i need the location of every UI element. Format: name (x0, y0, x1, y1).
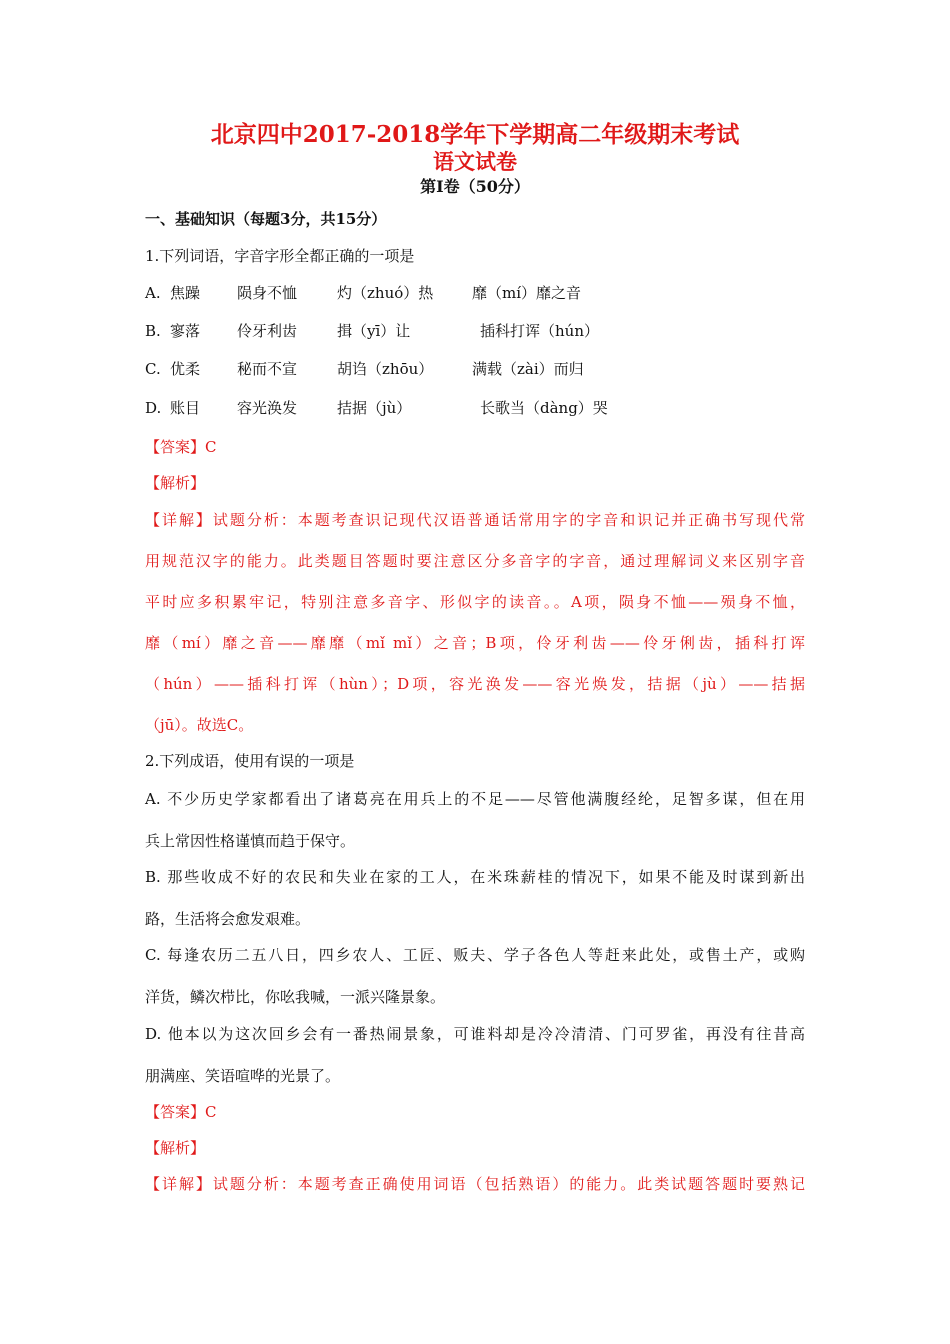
q1-option-word: 寥落 (170, 322, 201, 340)
q1-answer: 【答案】C (145, 438, 217, 456)
q1-option-word: 拮据（jù） (337, 399, 412, 417)
q1-option-word: 满载（zài）而归 (472, 360, 584, 378)
volume-heading: 第Ⅰ卷（50分） (420, 177, 530, 196)
q1-detail-line: 靡（mí）靡之音——靡靡（mǐ mǐ）之音；B项，伶牙利齿——伶牙俐齿，插科打诨 (145, 634, 805, 652)
q1-detail-line: （hún）——插科打诨（hùn）；D项，容光涣发——容光焕发，拮据（jù）——拮据 (145, 675, 805, 693)
exam-title: 北京四中2017-2018学年下学期高二年级期末考试 (210, 121, 740, 148)
q1-option-word: 长歌当（dàng）哭 (480, 399, 608, 417)
q2-option-line: C. 每逢农历二五八日，四乡农人、工匠、贩夫、学子各色人等赶来此处，或售土产，或购 (145, 946, 805, 964)
q1-option-word: 揖（yī）让 (337, 322, 411, 340)
q2-answer: 【答案】C (145, 1103, 217, 1121)
q2-option-line: 朋满座、笑语喧哗的光景了。 (145, 1067, 341, 1085)
q2-option-line: B. 那些收成不好的农民和失业在家的工人，在米珠薪桂的情况下，如果不能及时谋到新出 (145, 868, 805, 886)
q1-detail-line: 【详解】试题分析：本题考查识记现代汉语普通话常用字的字音和识记并正确书写现代常 (145, 511, 805, 529)
q2-detail-line: 【详解】试题分析：本题考查正确使用词语（包括熟语）的能力。此类试题答题时要熟记 (145, 1175, 805, 1193)
q1-stem: 1.下列词语，字音字形全都正确的一项是 (145, 247, 415, 265)
exam-subtitle: 语文试卷 (433, 149, 517, 174)
q1-option-word: 靡（mí）靡之音 (472, 284, 582, 302)
q2-option-line: 洋货，鳞次栉比，你吆我喊，一派兴隆景象。 (145, 988, 446, 1006)
section-heading: 一、基础知识（每题3分，共15分） (145, 210, 387, 228)
q1-option-letter: D. (145, 399, 162, 417)
q1-option-letter: C. (145, 360, 161, 378)
q2-option-line: 路，生活将会愈发艰难。 (145, 910, 311, 928)
q2-stem: 2.下列成语，使用有误的一项是 (145, 752, 355, 770)
q1-option-letter: B. (145, 322, 161, 340)
q1-option-word: 陨身不恤 (237, 284, 298, 302)
q1-option-word: 秘而不宣 (237, 360, 298, 378)
q1-option-word: 优柔 (170, 360, 201, 378)
q1-detail-line: （jū）。故选C。 (145, 716, 254, 734)
q1-option-word: 灼（zhuó）热 (337, 284, 434, 302)
q1-option-word: 容光涣发 (237, 399, 298, 417)
q2-analysis-label: 【解析】 (145, 1139, 206, 1157)
q1-option-letter: A. (145, 284, 161, 302)
q1-option-word: 伶牙利齿 (237, 322, 298, 340)
q2-option-line: A. 不少历史学家都看出了诸葛亮在用兵上的不足——尽管他满腹经纶，足智多谋，但在用 (145, 790, 805, 808)
q2-option-line: 兵上常因性格谨慎而趋于保守。 (145, 832, 356, 850)
q1-option-word: 胡诌（zhōu） (337, 360, 434, 378)
q1-option-word: 插科打诨（hún） (480, 322, 599, 340)
q1-option-word: 账目 (170, 399, 201, 417)
q1-analysis-label: 【解析】 (145, 474, 206, 492)
q1-option-word: 焦躁 (170, 284, 201, 302)
q2-option-line: D. 他本以为这次回乡会有一番热闹景象，可谁料却是冷冷清清、门可罗雀，再没有往昔高 (145, 1025, 805, 1043)
q1-detail-line: 用规范汉字的能力。此类题目答题时要注意区分多音字的字音，通过理解词义来区别字音 (145, 552, 805, 570)
q1-detail-line: 平时应多积累牢记，特别注意多音字、形似字的读音。。A项，陨身不恤——殒身不恤， (145, 593, 805, 611)
